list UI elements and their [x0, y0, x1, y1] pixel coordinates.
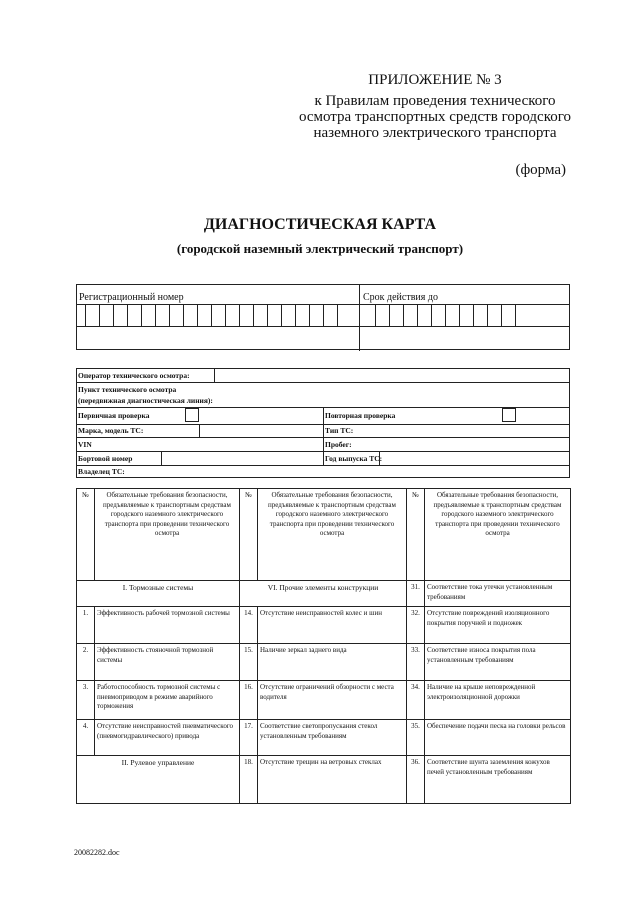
- primary-check-label: Первичная проверка: [78, 411, 150, 420]
- number-header: №: [407, 489, 425, 581]
- row-number: 35.: [407, 720, 425, 756]
- requirement-text: Работоспособность тормозной системы с пневмоприводом в режиме аварийного торможения: [95, 681, 240, 720]
- table-row: [77, 581, 571, 607]
- requirements-header: Обязательные требования безопасности, предъявляемые к транспортным средствам городского наземного электрического транспорта при проведении технического осмотра: [95, 489, 240, 581]
- row-number: 36.: [407, 756, 425, 804]
- requirement-text: Соответствие износа покрытия пола установленным требованиям: [425, 644, 571, 681]
- year-label: Год выпуска ТС:: [325, 454, 383, 463]
- requirement-text: Соответствие шунта заземления кожухов печей установленным требованиям: [425, 756, 571, 804]
- registration-number-label: Регистрационный номер: [79, 292, 184, 303]
- requirement-text: Соответствие тока утечки установленным требованиям: [425, 581, 571, 607]
- requirement-text: Отсутствие повреждений изоляционного покрытия поручней и подножек: [425, 607, 571, 644]
- requirement-text: Соответствие светопропускания стекол установленным требованиям: [258, 720, 407, 756]
- table-header-row: [77, 489, 571, 581]
- brand-model-label: Марка, модель ТС:: [78, 426, 144, 435]
- row-number: 15.: [240, 644, 258, 681]
- requirements-header: Обязательные требования безопасности, предъявляемые к транспортным средствам городского наземного электрического транспорта при проведении технического осмотра: [258, 489, 407, 581]
- document-title: ДИАГНОСТИЧЕСКАЯ КАРТА: [203, 216, 437, 233]
- requirement-text: Наличие на крыше неповрежденной электроизоляционной дорожки: [425, 681, 571, 720]
- board-number-label: Бортовой номер: [78, 454, 133, 463]
- requirement-text: Отсутствие ограничений обзорности с места водителя: [258, 681, 407, 720]
- row-number: 31.: [407, 581, 425, 607]
- table-row: [77, 607, 571, 644]
- row-number: 32.: [407, 607, 425, 644]
- vehicle-type-label: Тип ТС:: [325, 426, 354, 435]
- vin-label: VIN: [78, 440, 92, 449]
- valid-until-label: Срок действия до: [363, 292, 438, 303]
- form-label: (форма): [515, 162, 566, 178]
- row-number: 4.: [77, 720, 95, 756]
- requirement-text: Эффективность стояночной тормозной системы: [95, 644, 240, 681]
- vehicle-info-box: [76, 368, 570, 478]
- requirement-text: Отсутствие неисправностей колес и шин: [258, 607, 407, 644]
- inspection-point-sublabel: (передвижная диагностическая линия):: [78, 396, 213, 405]
- requirements-table: [76, 488, 571, 804]
- section-brakes: I. Тормозные системы: [77, 581, 240, 607]
- table-row: [77, 681, 571, 720]
- requirement-text: Наличие зеркал заднего вида: [258, 644, 407, 681]
- row-number: 33.: [407, 644, 425, 681]
- file-name: 20082282.doc: [74, 848, 120, 857]
- document-subtitle: (городской наземный электрический транспорт): [176, 241, 464, 256]
- row-number: 1.: [77, 607, 95, 644]
- row-number: 14.: [240, 607, 258, 644]
- table-row: [77, 720, 571, 756]
- primary-check-checkbox[interactable]: [185, 408, 199, 422]
- appendix-rules-line1: к Правилам проведения технического: [314, 93, 556, 109]
- mileage-label: Пробег:: [325, 440, 352, 449]
- appendix-rules-line2: осмотра транспортных средств городского: [298, 109, 572, 125]
- inspection-point-label: Пункт технического осмотра: [78, 385, 177, 394]
- row-number: 34.: [407, 681, 425, 720]
- appendix-rules-line3: наземного электрического транспорта: [313, 125, 557, 141]
- number-header: №: [77, 489, 95, 581]
- requirement-text: Отсутствие трещин на ветровых стеклах: [258, 756, 407, 804]
- row-number: 3.: [77, 681, 95, 720]
- appendix-number: ПРИЛОЖЕНИЕ № 3: [368, 72, 502, 88]
- section-other-elements: VI. Прочие элементы конструкции: [240, 581, 407, 607]
- row-number: 2.: [77, 644, 95, 681]
- section-steering: II. Рулевое управление: [77, 756, 240, 804]
- owner-label: Владелец ТС:: [78, 467, 125, 476]
- requirement-text: Эффективность рабочей тормозной системы: [95, 607, 240, 644]
- row-number: 16.: [240, 681, 258, 720]
- row-number: 17.: [240, 720, 258, 756]
- requirement-text: Обеспечение подачи песка на головки рельсов: [425, 720, 571, 756]
- requirement-text: Отсутствие неисправностей пневматического (пневмогидравлического) привода: [95, 720, 240, 756]
- table-row: [77, 756, 571, 804]
- table-row: [77, 644, 571, 681]
- operator-label: Оператор технического осмотра:: [78, 371, 190, 380]
- registration-box: [76, 284, 570, 350]
- requirements-header: Обязательные требования безопасности, предъявляемые к транспортным средствам городского наземного электрического транспорта при проведении технического осмотра: [425, 489, 571, 581]
- number-header: №: [240, 489, 258, 581]
- repeat-check-checkbox[interactable]: [502, 408, 516, 422]
- row-number: 18.: [240, 756, 258, 804]
- repeat-check-label: Повторная проверка: [325, 411, 396, 420]
